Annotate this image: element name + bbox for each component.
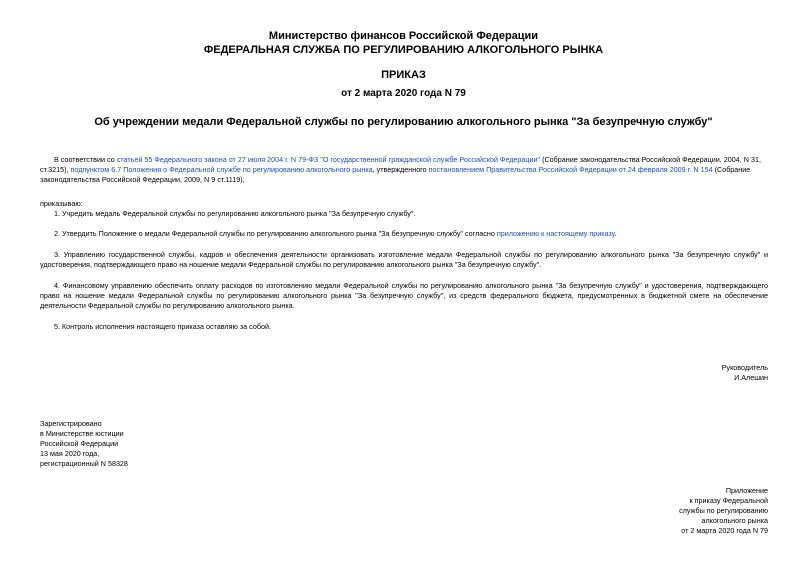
appendix-block — [600, 486, 768, 536]
preamble — [40, 155, 768, 185]
preamble-text-1: В соответствии со — [54, 155, 117, 164]
item-5: 5. Контроль исполнения настоящего приказа оставляю за собой. — [54, 322, 271, 331]
preamble-text-5: (Собрание законодательства Российской Федерации, 2009, N 9 ст.1119), — [40, 165, 751, 184]
item-1: 1. Учредить медаль Федеральной службы по регулированию алкогольного рынка "За безупречную службу". — [54, 209, 416, 218]
appendix-line-5: от 2 марта 2020 года N 79 — [681, 526, 768, 535]
doc-date: от 2 марта 2020 года N 79 — [341, 88, 466, 99]
registration-line-2: в Министерстве юстиции — [40, 429, 124, 438]
preamble-text-3: , утвержденного — [372, 165, 429, 174]
item-2-text: 2. Утвердить Положение о медали Федеральной службы по регулированию алкогольного рынка "За безупречную службу" согласно — [54, 229, 497, 238]
registration-line-5: регистрационный N 58328 — [40, 459, 128, 468]
item-2 — [54, 229, 768, 239]
signature-name: И.Алешин — [734, 373, 768, 382]
link-resolution[interactable]: постановлением — [428, 165, 485, 174]
item-3: 3. Управлению государственной службы, кадров и обеспечения деятельности организовать изготовление медали Федеральной службы по регулированию алкогольного рынка "За безупречную службу" и удостоверения, подтверждающего право на ношение медали Федеральной службы по регулированию алкогольного рынка "За безупречную службу". — [40, 250, 768, 269]
item-2-end: . — [614, 229, 617, 238]
link-government-resolution-154[interactable]: Правительства Российской Федерации от 24 февраля 2009 г. N 154 — [486, 165, 713, 174]
registration-line-4: 13 мая 2020 года, — [40, 449, 100, 458]
service-name: ФЕДЕРАЛЬНАЯ СЛУЖБА ПО РЕГУЛИРОВАНИЮ АЛКОГОЛЬНОГО РЫНКА — [203, 44, 604, 56]
appendix-line-3: службы по регулированию — [679, 506, 768, 515]
order-word: приказываю: — [40, 199, 83, 208]
signature-role: Руководитель — [721, 363, 768, 372]
doc-type: ПРИКАЗ — [381, 69, 426, 81]
signature-block — [600, 363, 768, 383]
link-federal-law-article-55[interactable]: статьей 55 Федерального закона от 27 июля 2004 г. N 79-ФЗ "О государственной гражданской службе Российской Федерации" — [116, 155, 541, 164]
appendix-line-4: алкогольного рынка — [701, 516, 768, 525]
link-regulation-subparagraph[interactable]: подпунктом 6.7 Положения о Федеральной службе по регулированию алкогольного рынка — [70, 165, 373, 174]
preamble-text-2: (Собрание законодательства Российской Федерации, 2004, N 31, ст.3215), — [40, 155, 761, 174]
registration-line-3: Российской Федерации — [40, 439, 119, 448]
ministry-name: Министерство финансов Российской Федерации — [268, 30, 539, 42]
appendix-line-2: к приказу Федеральной — [689, 496, 768, 505]
appendix-line-1: Приложение — [725, 486, 768, 495]
registration-block — [40, 419, 290, 469]
doc-title: Об учреждении медали Федеральной службы по регулированию алкогольного рынка "За безупречную службу" — [94, 116, 713, 128]
link-appendix[interactable]: приложению к настоящему приказу — [496, 229, 615, 238]
item-4: 4. Финансовому управлению обеспечить оплату расходов по изготовлению медали Федеральной службы по регулированию алкогольного рынка "За безупречную службу" и удостоверения, подтверждающего право на ношение медали Федеральной службы по регулированию алкогольного рынка "За безупречную службу", из средств федерального бюджета, предусмотренных в бюджетной смете на обеспечение деятельности Федеральной службы по регулированию алкогольного рынка. — [40, 281, 768, 310]
registration-line-1: Зарегистрировано — [40, 419, 102, 428]
